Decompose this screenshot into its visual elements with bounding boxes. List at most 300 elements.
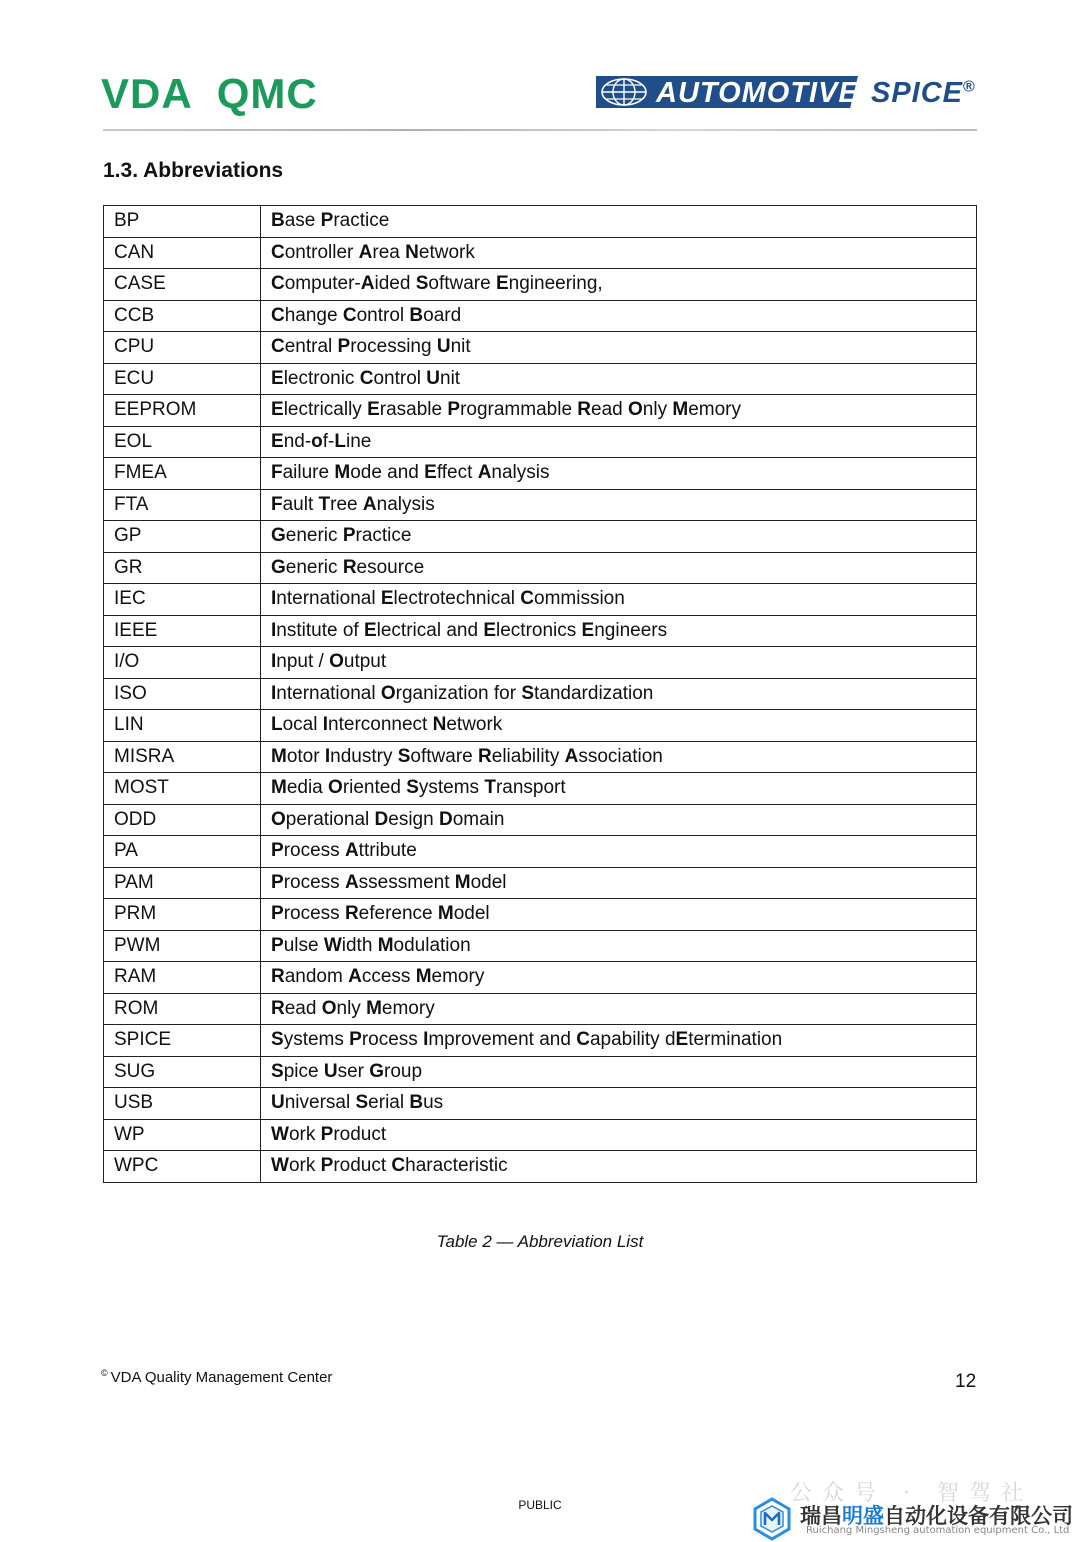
definition-rest: ractice bbox=[355, 525, 412, 547]
definition-cell bbox=[261, 993, 977, 1025]
definition-rest: ssessment bbox=[358, 871, 455, 893]
definition-initial: B bbox=[409, 304, 424, 326]
definition-initial: C bbox=[576, 1029, 590, 1051]
copyright-symbol: © bbox=[101, 1368, 108, 1378]
qmc-logo-text: QMC bbox=[216, 70, 318, 117]
definition-initial: R bbox=[271, 997, 285, 1019]
definition-cell bbox=[261, 836, 977, 868]
registered-mark: ® bbox=[963, 78, 976, 96]
abbreviation-cell: RAM bbox=[104, 962, 261, 994]
definition-rest: emory bbox=[431, 966, 485, 988]
definition-rest: ead bbox=[591, 399, 629, 421]
definition-cell bbox=[261, 1088, 977, 1120]
definition-initial: D bbox=[374, 808, 389, 830]
definition-rest: omputer- bbox=[284, 273, 361, 295]
definition-initial: W bbox=[271, 1123, 289, 1145]
definition-cell bbox=[261, 332, 977, 364]
definition-initial: S bbox=[271, 1029, 284, 1051]
definition-rest: nly bbox=[336, 997, 367, 1019]
definition-rest: andom bbox=[284, 966, 349, 988]
definition-rest: mprovement and bbox=[428, 1029, 577, 1051]
table-row bbox=[104, 930, 977, 962]
definition-rest: ree bbox=[330, 493, 363, 515]
definition-initial: O bbox=[321, 997, 337, 1019]
definition-rest: pice bbox=[283, 1060, 324, 1082]
company-name-highlight: 明盛 bbox=[842, 1504, 884, 1528]
definition-rest: ailure bbox=[282, 462, 335, 484]
definition-initial: S bbox=[521, 682, 535, 704]
definition-initial: G bbox=[271, 525, 286, 547]
definition-rest: riented bbox=[342, 777, 407, 799]
table-row bbox=[104, 710, 977, 742]
definition-initial: C bbox=[342, 304, 357, 326]
definition-cell bbox=[261, 930, 977, 962]
definition-rest: rogrammable bbox=[460, 399, 578, 421]
classification-label: PUBLIC bbox=[518, 1498, 562, 1512]
definition-initial: G bbox=[369, 1060, 385, 1082]
definition-rest: rocess bbox=[283, 903, 345, 925]
table-row bbox=[104, 1025, 977, 1057]
definition-initial: M bbox=[271, 745, 287, 767]
table-row bbox=[104, 489, 977, 521]
definition-rest: nly bbox=[642, 399, 673, 421]
definition-rest: roduct bbox=[333, 1155, 392, 1177]
abbreviation-cell: BP bbox=[104, 206, 261, 238]
definition-initial: E bbox=[271, 367, 284, 389]
definition-cell bbox=[261, 300, 977, 332]
definition-cell bbox=[261, 584, 977, 616]
definition-rest: haracteristic bbox=[405, 1155, 508, 1177]
definition-rest: edia bbox=[286, 777, 329, 799]
definition-cell bbox=[261, 1151, 977, 1183]
definition-initial: R bbox=[577, 399, 592, 421]
definition-initial: A bbox=[344, 840, 359, 862]
company-name-prefix: 瑞昌 bbox=[800, 1504, 842, 1528]
definition-rest: nstitute of bbox=[276, 619, 364, 641]
definition-initial: C bbox=[520, 588, 535, 610]
definition-initial: P bbox=[271, 934, 284, 956]
definition-initial: S bbox=[397, 745, 411, 767]
definition-initial: S bbox=[355, 1092, 369, 1114]
definition-initial: G bbox=[271, 556, 286, 578]
definition-initial: R bbox=[271, 966, 285, 988]
table-row bbox=[104, 804, 977, 836]
table-row bbox=[104, 363, 977, 395]
definition-rest: etwork bbox=[446, 714, 503, 736]
definition-initial: M bbox=[271, 777, 287, 799]
page-number: 12 bbox=[955, 1371, 977, 1392]
abbreviation-cell: I/O bbox=[104, 647, 261, 679]
definition-initial: C bbox=[271, 304, 285, 326]
definition-initial: I bbox=[271, 619, 277, 641]
definition-rest: idth bbox=[341, 934, 378, 956]
table-row bbox=[104, 836, 977, 868]
table-row bbox=[104, 962, 977, 994]
definition-initial: C bbox=[359, 367, 374, 389]
definition-cell bbox=[261, 269, 977, 301]
definition-rest: esource bbox=[356, 556, 425, 578]
abbreviation-cell: MOST bbox=[104, 773, 261, 805]
footer-copyright bbox=[101, 1368, 332, 1386]
definition-cell bbox=[261, 962, 977, 994]
footer-organization: VDA Quality Management Center bbox=[110, 1369, 333, 1386]
definition-rest: odel bbox=[453, 903, 490, 925]
definition-initial: A bbox=[477, 462, 492, 484]
definition-rest: ontroller bbox=[284, 241, 359, 263]
definition-rest: tandardization bbox=[534, 682, 654, 704]
definition-rest: eneric bbox=[285, 525, 343, 547]
table-row bbox=[104, 678, 977, 710]
definition-initial: N bbox=[405, 241, 419, 263]
definition-rest: lectronic bbox=[283, 367, 360, 389]
abbreviation-cell: EOL bbox=[104, 426, 261, 458]
spice-word bbox=[871, 77, 976, 110]
definition-rest: ffect bbox=[436, 462, 478, 484]
table-row bbox=[104, 269, 977, 301]
abbreviation-cell: ROM bbox=[104, 993, 261, 1025]
definition-initial: R bbox=[478, 745, 492, 767]
definition-initial: O bbox=[328, 777, 343, 799]
definition-rest: lectronics bbox=[496, 619, 582, 641]
abbreviation-cell: SUG bbox=[104, 1056, 261, 1088]
abbreviation-cell: GP bbox=[104, 521, 261, 553]
table-row bbox=[104, 615, 977, 647]
definition-cell bbox=[261, 458, 977, 490]
abbreviation-cell: MISRA bbox=[104, 741, 261, 773]
definition-initial: F bbox=[271, 493, 283, 515]
definition-rest: rganization for bbox=[395, 682, 522, 704]
definition-rest: f- bbox=[322, 430, 335, 452]
definition-rest: us bbox=[423, 1092, 444, 1114]
definition-initial: E bbox=[483, 619, 496, 641]
definition-initial: F bbox=[271, 462, 283, 484]
definition-initial: C bbox=[271, 241, 285, 263]
abbreviation-cell: WPC bbox=[104, 1151, 261, 1183]
definition-rest: omain bbox=[452, 808, 505, 830]
abbreviation-cell: PA bbox=[104, 836, 261, 868]
table-row bbox=[104, 867, 977, 899]
definition-cell bbox=[261, 899, 977, 931]
abbreviation-cell: FMEA bbox=[104, 458, 261, 490]
definition-initial: A bbox=[564, 745, 579, 767]
abbreviation-cell: USB bbox=[104, 1088, 261, 1120]
definition-rest: ocal bbox=[282, 714, 323, 736]
definition-cell bbox=[261, 710, 977, 742]
definition-initial: A bbox=[344, 871, 359, 893]
definition-initial: E bbox=[675, 1029, 689, 1051]
definition-rest: ystems bbox=[418, 777, 485, 799]
definition-rest: nternational bbox=[276, 682, 381, 704]
vda-logo-text: VDA bbox=[101, 70, 193, 117]
definition-initial: I bbox=[271, 682, 277, 704]
table-row bbox=[104, 741, 977, 773]
definition-rest: hange bbox=[284, 304, 343, 326]
definition-initial: I bbox=[271, 588, 277, 610]
abbreviation-cell: CAN bbox=[104, 237, 261, 269]
definition-rest: ommission bbox=[534, 588, 625, 610]
definition-rest: ngineers bbox=[594, 619, 668, 641]
definition-rest: rocess bbox=[283, 840, 345, 862]
definition-initial: U bbox=[271, 1092, 285, 1114]
definition-rest: ssociation bbox=[578, 745, 663, 767]
definition-rest: ided bbox=[374, 273, 416, 295]
definition-rest: niversal bbox=[284, 1092, 356, 1114]
table-row bbox=[104, 395, 977, 427]
abbreviation-cell: LIN bbox=[104, 710, 261, 742]
abbreviation-table-body bbox=[104, 206, 977, 1183]
abbreviation-cell: FTA bbox=[104, 489, 261, 521]
definition-initial: O bbox=[271, 808, 286, 830]
definition-cell bbox=[261, 1056, 977, 1088]
definition-initial: P bbox=[320, 1123, 334, 1145]
definition-rest: nput / bbox=[276, 651, 330, 673]
definition-initial: L bbox=[334, 430, 346, 452]
definition-rest: erial bbox=[368, 1092, 410, 1114]
definition-cell bbox=[261, 489, 977, 521]
definition-rest: rea bbox=[372, 241, 406, 263]
definition-initial: A bbox=[348, 966, 362, 988]
definition-cell bbox=[261, 615, 977, 647]
definition-rest: ccess bbox=[361, 966, 416, 988]
definition-rest: ystems bbox=[283, 1029, 350, 1051]
table-caption: Table 2 — Abbreviation List bbox=[436, 1232, 644, 1251]
definition-initial: T bbox=[484, 777, 496, 799]
definition-rest: ractice bbox=[333, 210, 390, 232]
company-name-suffix: 自动化设备有限公司 bbox=[884, 1504, 1073, 1528]
definition-rest: oftware bbox=[410, 745, 479, 767]
header-rule bbox=[103, 129, 977, 131]
definition-rest: ulse bbox=[283, 934, 324, 956]
definition-initial: M bbox=[377, 934, 394, 956]
definition-initial: R bbox=[344, 903, 359, 925]
table-row bbox=[104, 426, 977, 458]
definition-initial: E bbox=[424, 462, 437, 484]
definition-rest: eneric bbox=[285, 556, 343, 578]
abbreviation-cell: CASE bbox=[104, 269, 261, 301]
definition-rest: nalysis bbox=[491, 462, 550, 484]
table-row bbox=[104, 1088, 977, 1120]
definition-rest: emory bbox=[381, 997, 435, 1019]
definition-cell bbox=[261, 206, 977, 238]
definition-initial: A bbox=[358, 241, 373, 263]
definition-cell bbox=[261, 867, 977, 899]
definition-initial: P bbox=[337, 336, 351, 358]
definition-rest: perational bbox=[285, 808, 375, 830]
abbreviation-cell: WP bbox=[104, 1119, 261, 1151]
definition-rest: ine bbox=[345, 430, 372, 452]
definition-rest: ttribute bbox=[358, 840, 417, 862]
definition-initial: M bbox=[366, 997, 382, 1019]
definition-rest: rasable bbox=[379, 399, 448, 421]
definition-rest: ault bbox=[282, 493, 319, 515]
table-row bbox=[104, 1151, 977, 1183]
definition-rest: ransport bbox=[495, 777, 566, 799]
definition-cell bbox=[261, 804, 977, 836]
definition-initial: P bbox=[447, 399, 461, 421]
definition-initial: E bbox=[271, 430, 284, 452]
abbreviation-cell: CPU bbox=[104, 332, 261, 364]
vda-qmc-logo bbox=[101, 70, 318, 118]
definition-rest: nd- bbox=[283, 430, 312, 452]
definition-initial: P bbox=[320, 1155, 334, 1177]
abbreviation-cell: PWM bbox=[104, 930, 261, 962]
definition-initial: I bbox=[322, 714, 329, 736]
section-title: 1.3. Abbreviations bbox=[103, 159, 284, 182]
definition-initial: E bbox=[367, 399, 380, 421]
definition-initial: N bbox=[432, 714, 447, 736]
definition-initial: E bbox=[380, 588, 394, 610]
definition-rest: lectrically bbox=[283, 399, 368, 421]
definition-rest: emory bbox=[688, 399, 741, 421]
definition-initial: M bbox=[454, 871, 471, 893]
definition-cell bbox=[261, 521, 977, 553]
definition-initial: B bbox=[271, 210, 285, 232]
definition-initial: P bbox=[271, 840, 284, 862]
definition-rest: eference bbox=[358, 903, 438, 925]
definition-initial: E bbox=[271, 399, 284, 421]
definition-rest: odel bbox=[470, 871, 507, 893]
definition-rest: roup bbox=[384, 1060, 423, 1082]
definition-rest: ser bbox=[337, 1060, 370, 1082]
definition-rest: ontrol bbox=[356, 304, 410, 326]
definition-initial: P bbox=[349, 1029, 362, 1051]
abbreviation-cell: PAM bbox=[104, 867, 261, 899]
definition-rest: esign bbox=[388, 808, 439, 830]
table-row bbox=[104, 521, 977, 553]
definition-rest: nit bbox=[450, 336, 471, 358]
definition-initial: O bbox=[380, 682, 396, 704]
definition-rest: rocess bbox=[361, 1029, 424, 1051]
table-row bbox=[104, 773, 977, 805]
definition-rest: nternational bbox=[276, 588, 381, 610]
abbreviation-cell: GR bbox=[104, 552, 261, 584]
definition-rest: etwork bbox=[418, 241, 475, 263]
definition-rest: ndustry bbox=[330, 745, 398, 767]
definition-rest: lectrical and bbox=[376, 619, 484, 641]
automotive-spice-logo bbox=[596, 76, 976, 108]
definition-rest: oftware bbox=[428, 273, 496, 295]
definition-rest: ontrol bbox=[373, 367, 427, 389]
definition-rest: nalysis bbox=[376, 493, 435, 515]
definition-initial: L bbox=[271, 714, 283, 736]
table-row bbox=[104, 332, 977, 364]
abbreviation-cell: SPICE bbox=[104, 1025, 261, 1057]
definition-rest: apability d bbox=[589, 1029, 676, 1051]
definition-rest: rocessing bbox=[350, 336, 437, 358]
definition-initial: O bbox=[329, 651, 344, 673]
definition-cell bbox=[261, 426, 977, 458]
definition-cell bbox=[261, 1025, 977, 1057]
definition-rest: ode and bbox=[350, 462, 425, 484]
definition-cell bbox=[261, 678, 977, 710]
definition-initial: I bbox=[423, 1029, 429, 1051]
definition-rest: odulation bbox=[393, 934, 471, 956]
definition-cell bbox=[261, 741, 977, 773]
watermark-company-english: Ruichang Mingsheng automation equipment Co., Ltd bbox=[806, 1525, 1070, 1536]
definition-rest: lectrotechnical bbox=[393, 588, 521, 610]
definition-initial: S bbox=[271, 1060, 284, 1082]
definition-initial: A bbox=[360, 273, 375, 295]
company-logo-icon bbox=[752, 1497, 792, 1541]
definition-rest: entral bbox=[284, 336, 338, 358]
definition-initial: C bbox=[271, 336, 285, 358]
automotive-word: AUTOMOTIVE bbox=[656, 77, 859, 109]
table-row bbox=[104, 1056, 977, 1088]
definition-initial: W bbox=[323, 934, 342, 956]
definition-cell bbox=[261, 395, 977, 427]
definition-initial: O bbox=[628, 399, 643, 421]
definition-cell bbox=[261, 1119, 977, 1151]
abbreviation-cell: CCB bbox=[104, 300, 261, 332]
definition-initial: U bbox=[436, 336, 451, 358]
definition-initial: P bbox=[342, 525, 356, 547]
definition-cell bbox=[261, 363, 977, 395]
abbreviation-table bbox=[103, 205, 977, 1183]
definition-initial: W bbox=[271, 1155, 289, 1177]
definition-rest: eliability bbox=[491, 745, 565, 767]
definition-initial: R bbox=[342, 556, 357, 578]
definition-initial: M bbox=[415, 966, 432, 988]
table-row bbox=[104, 647, 977, 679]
abbreviation-cell: PRM bbox=[104, 899, 261, 931]
definition-rest: otor bbox=[286, 745, 325, 767]
definition-rest: ase bbox=[284, 210, 321, 232]
definition-rest: utput bbox=[343, 651, 387, 673]
table-row bbox=[104, 237, 977, 269]
watermark-channel: 公众号 · 智驾社 bbox=[790, 1481, 1033, 1506]
table-row bbox=[104, 458, 977, 490]
definition-rest: ork bbox=[288, 1155, 321, 1177]
definition-initial: P bbox=[320, 210, 334, 232]
definition-initial: S bbox=[406, 777, 419, 799]
definition-initial: E bbox=[581, 619, 595, 641]
definition-initial: D bbox=[438, 808, 453, 830]
definition-initial: I bbox=[271, 651, 277, 673]
definition-initial: U bbox=[323, 1060, 338, 1082]
definition-rest: oard bbox=[423, 304, 462, 326]
definition-initial: U bbox=[426, 367, 440, 389]
definition-initial: E bbox=[495, 273, 509, 295]
definition-cell bbox=[261, 773, 977, 805]
table-row bbox=[104, 300, 977, 332]
definition-initial: E bbox=[363, 619, 377, 641]
definition-rest: ngineering, bbox=[508, 273, 603, 295]
definition-initial: B bbox=[409, 1092, 424, 1114]
table-row bbox=[104, 552, 977, 584]
definition-cell bbox=[261, 237, 977, 269]
definition-initial: M bbox=[672, 399, 689, 421]
table-row bbox=[104, 899, 977, 931]
abbreviation-cell: ECU bbox=[104, 363, 261, 395]
definition-initial: C bbox=[391, 1155, 406, 1177]
definition-initial: A bbox=[362, 493, 377, 515]
definition-rest: nit bbox=[440, 367, 461, 389]
abbreviation-cell: ISO bbox=[104, 678, 261, 710]
table-row bbox=[104, 993, 977, 1025]
definition-initial: P bbox=[271, 903, 284, 925]
globe-icon bbox=[598, 77, 650, 107]
abbreviation-cell: IEEE bbox=[104, 615, 261, 647]
table-row bbox=[104, 584, 977, 616]
definition-initial: P bbox=[271, 871, 284, 893]
definition-rest: nterconnect bbox=[328, 714, 433, 736]
definition-initial: M bbox=[334, 462, 351, 484]
definition-rest: termination bbox=[688, 1029, 783, 1051]
definition-cell bbox=[261, 552, 977, 584]
abbreviation-cell: IEC bbox=[104, 584, 261, 616]
table-row bbox=[104, 1119, 977, 1151]
definition-rest: ork bbox=[288, 1123, 321, 1145]
